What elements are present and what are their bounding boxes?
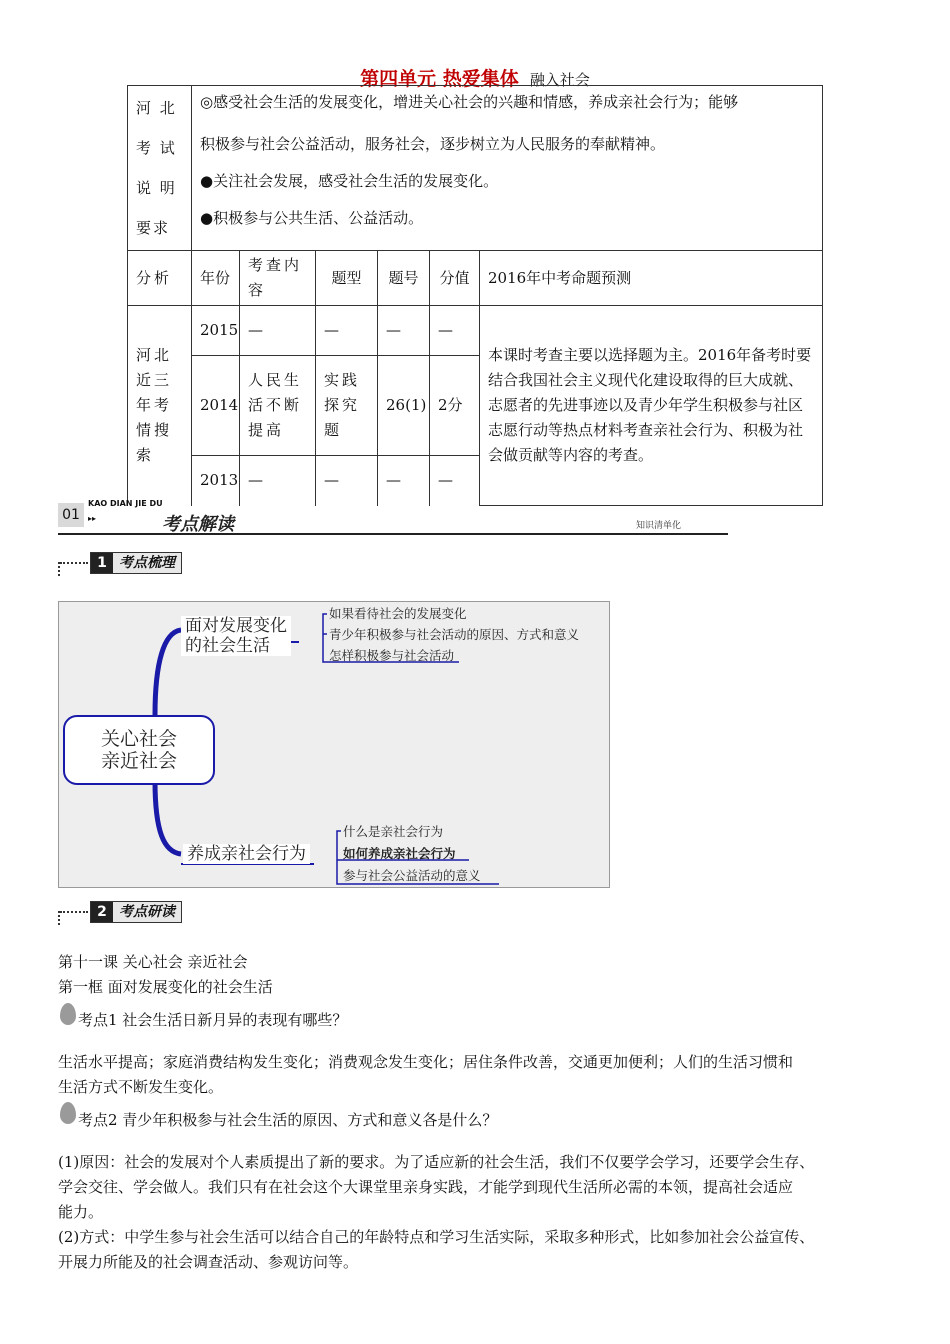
requirements-label (128, 86, 192, 251)
mind-map-branch-line: 的社会生活 (185, 636, 270, 656)
mind-map-leaf: 如果看待社会的发展变化 (329, 606, 467, 621)
requirements-label-line: 说 明 (136, 179, 177, 197)
cell-content: 人民生活不断提高 (240, 356, 316, 456)
header-prediction: 2016年中考命题预测 (480, 251, 823, 306)
mind-map-branch-line: 面对发展变化 (185, 616, 287, 636)
subsection-title: 考点梳理 (113, 553, 181, 573)
cell-number: — (378, 456, 430, 506)
requirement-item: ●关注社会发展，感受社会生活的发展变化。 (200, 172, 499, 190)
mind-map-leaf: 参与社会公益活动的意义 (343, 868, 481, 883)
cell-year: 2014 (192, 356, 240, 456)
mind-map-branch (183, 844, 310, 864)
subsection-badge (90, 901, 182, 923)
requirements-label-line: 考 试 (136, 139, 177, 157)
header-year: 年份 (192, 251, 240, 306)
cell-year: 2015 (192, 306, 240, 356)
dotted-connector (60, 911, 88, 913)
requirements-label-line: 河 北 (136, 99, 177, 117)
requirement-item: ◎感受社会生活的发展变化，增进关心社会的兴趣和情感，养成亲社会行为；能够 (200, 93, 739, 111)
droplet-icon (60, 1102, 76, 1124)
point-answer-line: 学会交往、学会做人。我们只有在社会这个大课堂里亲身实践，才能学到现代生活所必需的本领，提高社会适应 (58, 1178, 794, 1196)
point-answer-line: (2)方式：中学生参与社会生活可以结合自己的年龄特点和学习生活实际，采取多种形式，比如参加社会公益宣传、 (58, 1228, 815, 1246)
section-arrow-icon: ▸▸ (88, 514, 97, 523)
subsection-badge (90, 552, 182, 574)
mind-map-leaf: 什么是亲社会行为 (343, 824, 444, 839)
subsection-number: 1 (91, 553, 113, 573)
mind-map-center-line: 关心社会 (100, 728, 177, 750)
requirements-body (192, 86, 823, 251)
row-label: 河北近三年考情搜索 (128, 306, 192, 506)
lesson-frame: 第一框 面对发展变化的社会生活 (58, 978, 273, 996)
requirement-item: 积极参与社会公益活动，服务社会，逐步树立为人民服务的奉献精神。 (200, 135, 666, 153)
requirements-label-line: 要求 (136, 219, 171, 237)
exam-table (127, 85, 823, 506)
header-content: 考查内容 (240, 251, 316, 306)
unit-title: 第四单元 热爱集体 (360, 68, 519, 90)
cell-number: 26(1) (378, 356, 430, 456)
section-pinyin: KAO DIAN JIE DU (88, 499, 163, 508)
cell-type: — (316, 456, 378, 506)
cell-score: — (430, 456, 480, 506)
cell-type: 实践探究题 (316, 356, 378, 456)
header-type: 题型 (316, 251, 378, 306)
dotted-connector (58, 911, 60, 925)
prediction-text: 本课时考查主要以选择题为主。2016年备考时要结合我国社会主义现代化建设取得的巨大成就、志愿者的先进事迹以及青少年学生积极参与社区志愿行动等热点材料考查亲社会行为、积极为社会做贡献等内容的考查。 (480, 306, 823, 506)
point-question: 考点2 青少年积极参与社会生活的原因、方式和意义各是什么？ (78, 1111, 498, 1129)
mind-map (58, 601, 610, 888)
mind-map-center-line: 亲近社会 (100, 750, 177, 772)
mind-map-center (63, 715, 215, 785)
point-answer-line: 生活方式不断发生变化。 (58, 1078, 224, 1096)
point-answer-line: 能力。 (58, 1203, 104, 1221)
unit-subtitle: 融入社会 (529, 71, 590, 89)
subsection-title: 考点研读 (113, 902, 181, 922)
cell-content: — (240, 306, 316, 356)
mind-map-branch (181, 616, 291, 656)
section-title: 考点解读 (162, 514, 234, 535)
droplet-icon (60, 1003, 76, 1025)
section-number: 01 (58, 503, 84, 527)
point-answer-line: 生活水平提高；家庭消费结构发生变化；消费观念发生变化；居住条件改善，交通更加便利；人们的生活习惯和 (58, 1053, 794, 1071)
mind-map-branch-line: 养成亲社会行为 (187, 844, 306, 864)
point-answer-line: (1)原因：社会的发展对个人素质提出了新的要求。为了适应新的社会生活，我们不仅要学会学习，还要学会生存、 (58, 1153, 815, 1171)
subsection-number: 2 (91, 902, 113, 922)
point-answer-line: 开展力所能及的社会调查活动、参观访问等。 (58, 1253, 359, 1271)
mind-map-leaf: 如何养成亲社会行为 (343, 846, 456, 861)
section-tag: 知识清单化 (636, 521, 682, 531)
dotted-connector (58, 562, 60, 576)
cell-type: — (316, 306, 378, 356)
requirement-item: ●积极参与公共生活、公益活动。 (200, 209, 424, 227)
dotted-connector (60, 562, 88, 564)
lesson-title: 第十一课 关心社会 亲近社会 (58, 953, 248, 971)
mind-map-leaf: 青少年积极参与社会活动的原因、方式和意义 (329, 627, 580, 642)
cell-score: 2分 (430, 356, 480, 456)
cell-number: — (378, 306, 430, 356)
header-score: 分值 (430, 251, 480, 306)
point-question: 考点1 社会生活日新月异的表现有哪些？ (78, 1011, 348, 1029)
cell-content: — (240, 456, 316, 506)
cell-score: — (430, 306, 480, 356)
header-number: 题号 (378, 251, 430, 306)
cell-year: 2013 (192, 456, 240, 506)
header-analysis: 分析 (128, 251, 192, 306)
mind-map-leaf: 怎样积极参与社会活动 (329, 648, 455, 663)
